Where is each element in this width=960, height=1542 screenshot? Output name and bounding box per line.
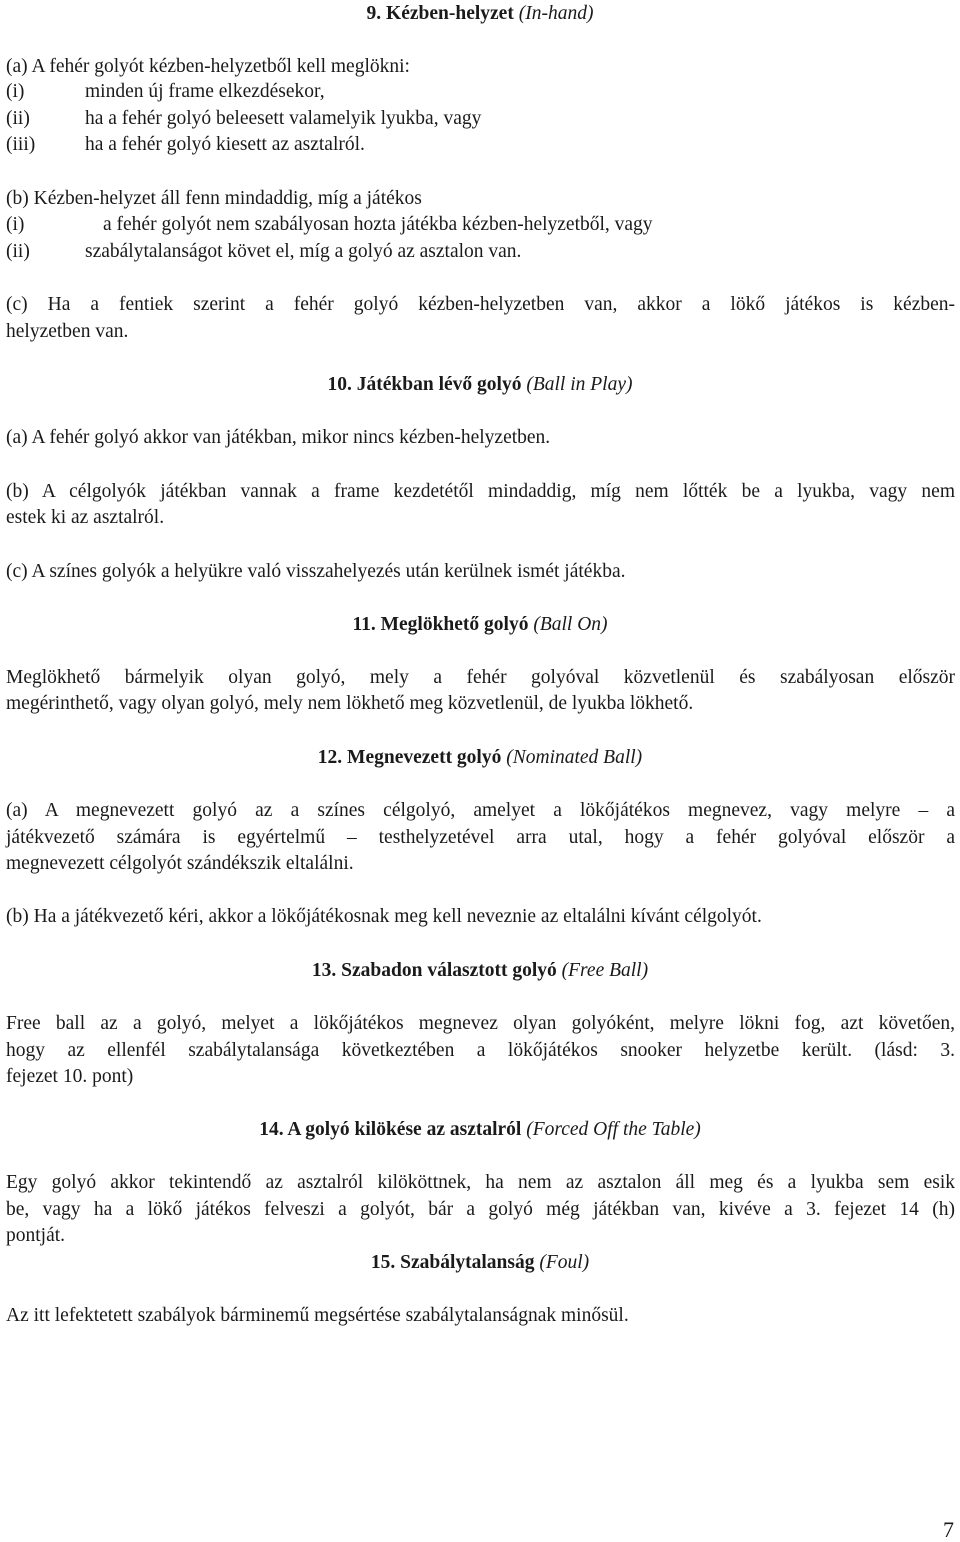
section-10-title: 10. Játékban lévő golyó: [327, 374, 522, 395]
section-9-title-english: (In-hand): [518, 3, 594, 24]
list-item-label: (ii): [6, 108, 30, 129]
section-9-heading: [0, 2, 960, 26]
section-15-title: 15. Szabálytalanság: [370, 1252, 535, 1273]
section-15-title-english: (Foul): [539, 1252, 590, 1273]
list-item-text: ha a fehér golyó kiesett az asztalról.: [85, 134, 365, 155]
list-item-label: (ii): [6, 241, 30, 262]
section-11-heading: [0, 613, 960, 637]
section-15-line: Az itt lefektetett szabályok bárminemű megsértése szabálytalanságnak minősül.: [6, 1305, 629, 1326]
section-9-b-intro: (b) Kézben-helyzet áll fenn mindaddig, míg a játékos: [6, 188, 422, 209]
section-10-a: (a) A fehér golyó akkor van játékban, mikor nincs kézben-helyzetben.: [6, 427, 551, 448]
section-12-b: (b) Ha a játékvezető kéri, akkor a lökőjátékosnak meg kell neveznie az eltalálni kívánt célgolyót.: [6, 906, 762, 927]
list-item-label: (i): [6, 214, 25, 235]
section-13-line: fejezet 10. pont): [6, 1066, 134, 1087]
section-14-heading: [0, 1118, 960, 1142]
section-14-title: 14. A golyó kilökése az asztalról: [259, 1119, 522, 1140]
section-10-heading: [0, 373, 960, 397]
section-14-line: pontját.: [6, 1225, 66, 1246]
section-12-title-english: (Nominated Ball): [506, 747, 643, 768]
section-9-title: 9. Kézben-helyzet: [366, 3, 514, 24]
section-13-line: Free ball az a golyó, melyet a lökőjátékos megnevez olyan golyóként, melyre lökni fog, azt követően,: [6, 1013, 955, 1034]
section-12-a-line: játékvezető számára is egyértelmű – testhelyzetével arra utal, hogy a fehér golyóval először a: [6, 827, 955, 848]
list-item-text: minden új frame elkezdésekor,: [85, 81, 325, 102]
section-13-title: 13. Szabadon választott golyó: [311, 960, 557, 981]
section-11-title-english: (Ball On): [533, 614, 608, 635]
section-10-b-line: (b) A célgolyók játékban vannak a frame kezdetétől mindaddig, míg nem lőtték be a lyukba, vagy nem: [6, 481, 955, 502]
list-item-label: (i): [6, 81, 25, 102]
section-11-line: megérinthető, vagy olyan golyó, mely nem lökhető meg közvetlenül, de lyukba lökhető.: [6, 693, 694, 714]
section-14-line: be, vagy ha a lökő játékos felveszi a golyót, bár a golyó még játékban van, kivéve a 3. fejezet 14 (h): [6, 1199, 955, 1220]
section-13-title-english: (Free Ball): [561, 960, 649, 981]
section-12-a-line: (a) A megnevezett golyó az a színes célgolyó, amelyet a lökőjátékos megnevez, vagy melyre – a: [6, 800, 955, 821]
section-9-a-intro: (a) A fehér golyót kézben-helyzetből kell meglökni:: [6, 56, 410, 77]
list-item-text: ha a fehér golyó beleesett valamelyik lyukba, vagy: [85, 108, 482, 129]
section-15-heading: [0, 1251, 960, 1275]
section-12-a-line: megnevezett célgolyót szándékszik eltalálni.: [6, 853, 354, 874]
section-11-title: 11. Meglökhető golyó: [352, 614, 529, 635]
section-11-line: Meglökhető bármelyik olyan golyó, mely a fehér golyóval közvetlenül és szabályosan először: [6, 667, 955, 688]
section-13-line: hogy az ellenfél szabálytalansága következtében a lökőjátékos snooker helyzetbe került. (lásd: 3.: [6, 1040, 955, 1061]
section-9-c-line: helyzetben van.: [6, 321, 129, 342]
section-9-c-line: (c) Ha a fentiek szerint a fehér golyó kézben-helyzetben van, akkor a lökő játékos is kézben-: [6, 294, 955, 315]
list-item-text: a fehér golyót nem szabályosan hozta játékba kézben-helyzetből, vagy: [103, 214, 653, 235]
page-number: 7: [943, 1517, 954, 1542]
section-13-heading: [0, 959, 960, 983]
section-10-c: (c) A színes golyók a helyükre való visszahelyezés után kerülnek ismét játékba.: [6, 561, 626, 582]
section-12-title: 12. Megnevezett golyó: [317, 747, 502, 768]
section-14-title-english: (Forced Off the Table): [526, 1119, 701, 1140]
section-12-heading: [0, 746, 960, 770]
list-item-text: szabálytalanságot követ el, míg a golyó az asztalon van.: [85, 241, 522, 262]
section-10-b-line: estek ki az asztalról.: [6, 507, 165, 528]
section-10-title-english: (Ball in Play): [526, 374, 633, 395]
section-14-line: Egy golyó akkor tekintendő az asztalról kilököttnek, ha nem az asztalon áll meg és a lyukba sem esik: [6, 1172, 955, 1193]
list-item-label: (iii): [6, 134, 36, 155]
